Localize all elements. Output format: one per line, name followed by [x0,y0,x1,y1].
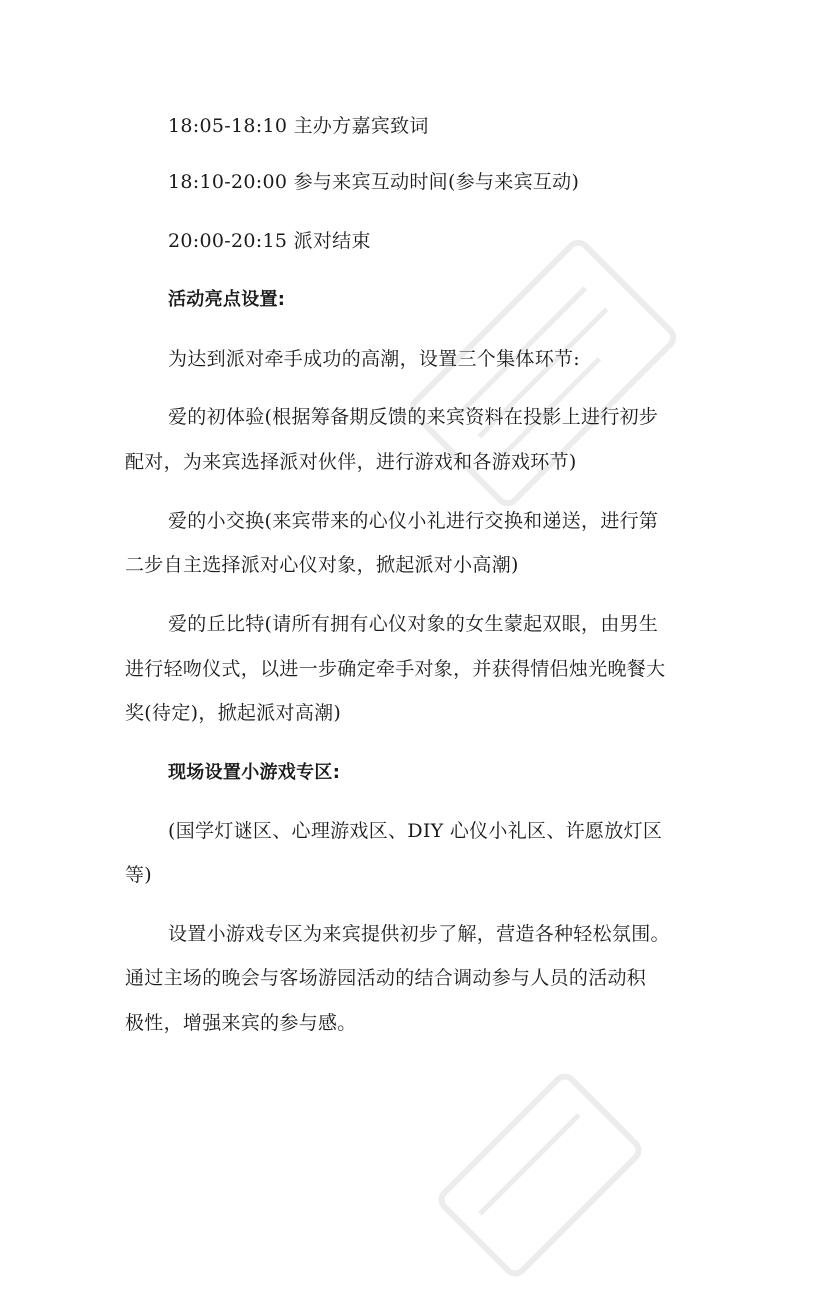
games-list-line-2: 等) [125,864,153,886]
schedule-item-2: 18:10-20:00 参与来宾互动时间(参与来宾互动) [168,171,580,193]
highlight-2-line-1: 爱的小交换(来宾带来的心仪小礼进行交换和递送，进行第 [168,510,659,532]
highlight-1-line-1: 爱的初体验(根据筹备期反馈的来宾资料在投影上进行初步 [168,406,659,428]
highlight-3-line-2: 进行轻吻仪式，以进一步确定牵手对象，并获得情侣烛光晚餐大 [125,658,666,680]
highlights-heading: 活动亮点设置: [168,289,286,310]
highlight-3-line-1: 爱的丘比特(请所有拥有心仪对象的女生蒙起双眼，由男生 [168,613,659,635]
games-list-line-1: (国学灯谜区、心理游戏区、DIY 心仪小礼区、许愿放灯区 [168,820,663,842]
highlight-3-line-3: 奖(待定)，掀起派对高潮) [125,702,342,724]
games-heading: 现场设置小游戏专区: [168,762,341,783]
games-desc-line-1: 设置小游戏专区为来宾提供初步了解，营造各种轻松氛围。 [168,923,670,945]
watermark-graphic [373,203,727,557]
schedule-item-3: 20:00-20:15 派对结束 [168,230,371,252]
highlight-1-line-2: 配对，为来宾选择派对伙伴，进行游戏和各游戏环节) [125,451,577,473]
watermark-graphic-bottom [416,1051,663,1298]
highlights-intro: 为达到派对牵手成功的高潮，设置三个集体环节: [168,348,581,370]
games-desc-line-2: 通过主场的晚会与客场游园活动的结合调动参与人员的活动积 [125,967,647,989]
schedule-item-1: 18:05-18:10 主办方嘉宾致词 [168,115,429,137]
highlight-2-line-2: 二步自主选择派对心仪对象，掀起派对小高潮) [125,554,519,576]
games-desc-line-3: 极性，增强来宾的参与感。 [125,1012,357,1034]
